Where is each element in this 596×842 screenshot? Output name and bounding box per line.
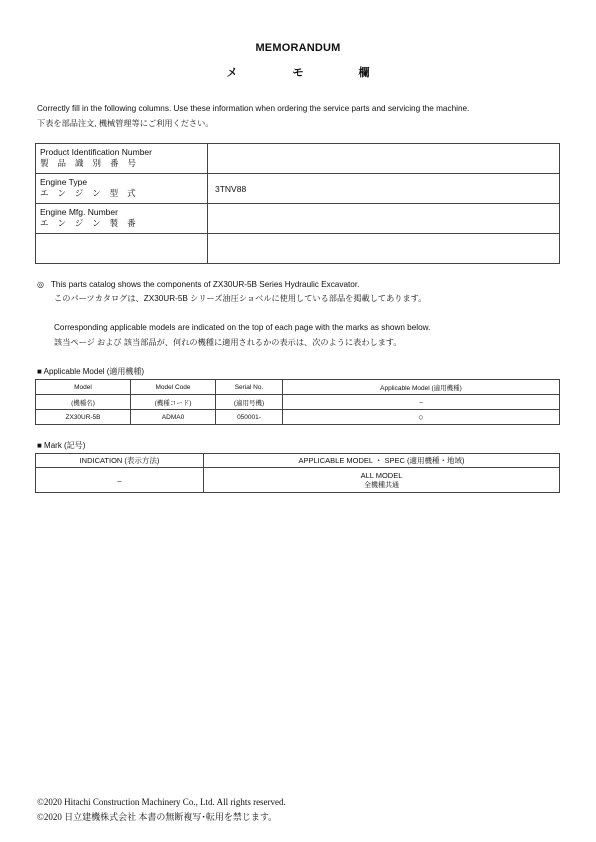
label-jp: エンジン型式 [40, 188, 145, 198]
value-field[interactable]: 3TNV88 [208, 174, 560, 204]
label-cell [36, 144, 208, 174]
table-header-row [36, 395, 560, 410]
header-dash: – [283, 395, 560, 410]
mark-table [35, 453, 560, 493]
header-serial-no: Serial No. [216, 380, 283, 395]
intro-english: Correctly fill in the following columns. Use these information when ordering the service parts and servicing the machine. [37, 104, 470, 113]
cell-all-model [204, 468, 560, 493]
header-applicable-spec: APPLICABLE MODEL ・ SPEC (適用機種・地域) [204, 454, 560, 468]
circle-mark-icon: ○ [283, 410, 560, 425]
cell-serial-no: 050001- [216, 410, 283, 425]
label-en: Product Identification Number [40, 147, 152, 157]
value-field[interactable] [208, 144, 560, 174]
value-field[interactable] [208, 234, 560, 264]
catalog-note-en: This parts catalog shows the components of ZX30UR-5B Series Hydraulic Excavator. [50, 280, 360, 289]
table-row [36, 204, 560, 234]
cell-model-code: ADMA0 [131, 410, 216, 425]
label-en: Engine Mfg. Number [40, 207, 118, 217]
value-field[interactable] [208, 204, 560, 234]
header-applicable-model: Applicable Model (適用機種) [283, 380, 560, 395]
mark-heading: ■ Mark (記号) [37, 441, 86, 450]
header-serial-no-jp: (適用号機) [216, 395, 283, 410]
applicable-model-table [35, 379, 560, 425]
cell-indication: – [36, 468, 204, 493]
label-jp: エンジン製番 [40, 218, 145, 228]
table-row [36, 468, 560, 493]
header-indication: INDICATION (表示方法) [36, 454, 204, 468]
all-model-en: ALL MODEL [360, 470, 403, 480]
cell-model: ZX30UR-5B [36, 410, 131, 425]
header-model: Model [36, 380, 131, 395]
identification-table [35, 143, 560, 264]
table-row [36, 234, 560, 264]
intro-japanese: 下表を部品注文, 機械管理等にご利用ください。 [37, 119, 214, 128]
copyright-jp: ©2020 日立建機株式会社 本書の無断複写･転用を禁じます。 [37, 812, 278, 822]
page-subtitle: メ モ 欄 [226, 67, 396, 79]
label-cell [36, 204, 208, 234]
header-model-code-jp: (機種コード) [131, 395, 216, 410]
catalog-note-jp: このパーツカタログは、ZX30UR-5B シリーズ油圧ショベルに使用している部品を掲載してあります。 [54, 294, 427, 303]
page-title: MEMORANDUM [255, 42, 341, 54]
label-cell [36, 174, 208, 204]
label-cell [36, 234, 208, 264]
applicable-model-heading: ■ Applicable Model (適用機種) [37, 367, 145, 376]
table-row [36, 410, 560, 425]
label-jp: 製品識別番号 [40, 158, 146, 168]
double-circle-icon: ◎ [37, 280, 45, 289]
table-row [36, 174, 560, 204]
copyright-en: ©2020 Hitachi Construction Machinery Co., Ltd. All rights reserved. [37, 797, 286, 807]
all-model-jp: 全機種共通 [364, 481, 399, 489]
table-header-row [36, 380, 560, 395]
models-note-jp: 該当ページ および 該当部品が、何れの機種に適用されるかの表示は、次のように表わします。 [54, 338, 402, 347]
label-en: Engine Type [40, 177, 88, 187]
table-header-row [36, 454, 560, 468]
table-row [36, 144, 560, 174]
catalog-note [37, 279, 359, 289]
header-model-jp: (機種名) [36, 395, 131, 410]
header-model-code: Model Code [131, 380, 216, 395]
models-note-en: Corresponding applicable models are indicated on the top of each page with the marks as shown below. [54, 323, 431, 332]
